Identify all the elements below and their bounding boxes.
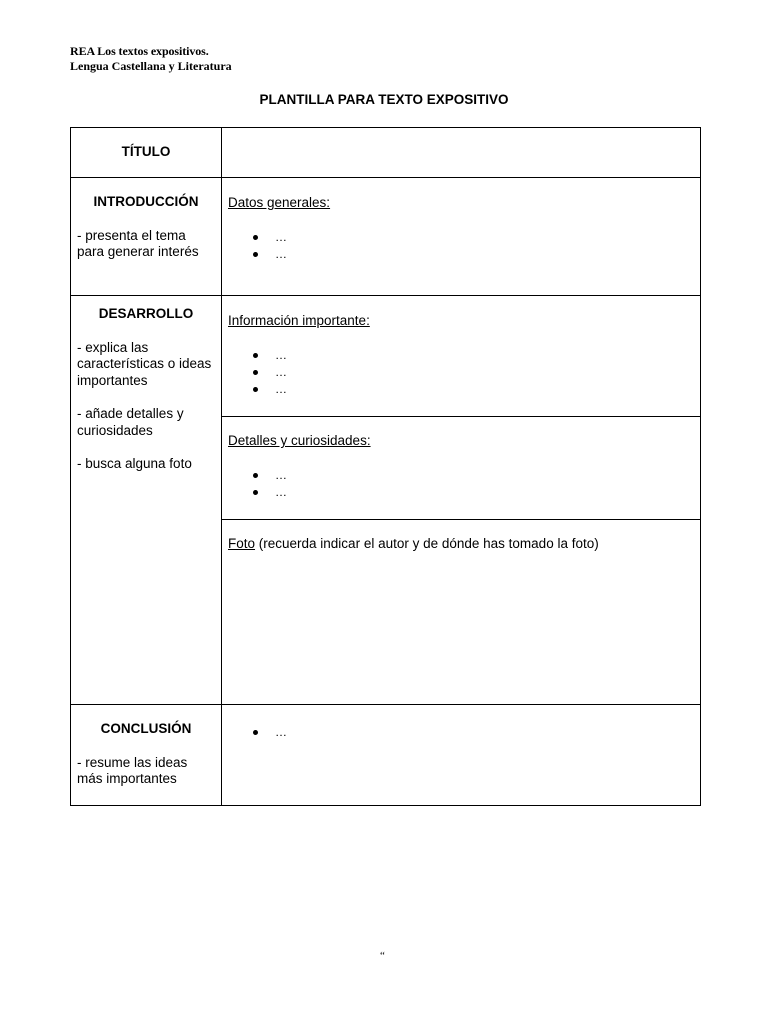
titulo-label: TÍTULO [121, 144, 171, 159]
list-item: … [275, 467, 694, 484]
document-header [70, 44, 232, 74]
desarrollo-label: DESARROLLO [98, 306, 194, 321]
informacion-list [228, 347, 694, 398]
header-line-2: Lengua Castellana y Literatura [70, 59, 232, 73]
header-line-1: REA Los textos expositivos. [70, 44, 209, 58]
list-item: … [275, 381, 694, 398]
row-introduccion [71, 178, 701, 296]
detalles-list [228, 467, 694, 501]
conclusion-content-cell[interactable] [222, 705, 701, 806]
titulo-label-cell [71, 128, 222, 178]
row-conclusion [71, 705, 701, 806]
conclusion-label: CONCLUSIÓN [100, 721, 192, 736]
foto-cell[interactable] [222, 520, 701, 705]
conclusion-desc: - resume las ideas más importantes [77, 754, 188, 786]
introduccion-content-cell[interactable] [222, 178, 701, 296]
conclusion-label-cell [71, 705, 222, 806]
list-item: … [275, 724, 694, 741]
list-item: … [275, 347, 694, 364]
page-footnote: “ [380, 950, 385, 962]
titulo-input-cell[interactable] [222, 128, 701, 178]
desarrollo-label-cell [71, 296, 222, 705]
detalles-heading: Detalles y curiosidades: [228, 433, 371, 448]
list-item: … [275, 229, 694, 246]
list-item: … [275, 484, 694, 501]
document-title: PLANTILLA PARA TEXTO EXPOSITIVO [259, 92, 509, 107]
datos-generales-heading: Datos generales: [228, 195, 331, 210]
list-item: … [275, 364, 694, 381]
datos-generales-list [228, 229, 694, 263]
informacion-cell[interactable] [222, 296, 701, 417]
list-item: … [275, 246, 694, 263]
desarrollo-desc-3: - busca alguna foto [77, 456, 192, 471]
desarrollo-desc-2: - añade detalles y curiosidades [77, 406, 184, 438]
foto-note: (recuerda indicar el autor y de dónde has tomado la foto) [255, 536, 599, 551]
introduccion-label: INTRODUCCIÓN [93, 194, 199, 209]
row-desarrollo-info [71, 296, 701, 417]
desarrollo-desc-1: - explica las características o ideas importantes [77, 339, 212, 388]
detalles-cell[interactable] [222, 417, 701, 520]
conclusion-list [228, 724, 694, 741]
row-titulo [71, 128, 701, 178]
template-table [70, 127, 701, 806]
foto-label: Foto [228, 536, 256, 551]
informacion-heading: Información importante: [228, 313, 370, 328]
introduccion-desc: - presenta el tema para generar interés [77, 227, 199, 259]
introduccion-label-cell [71, 178, 222, 296]
